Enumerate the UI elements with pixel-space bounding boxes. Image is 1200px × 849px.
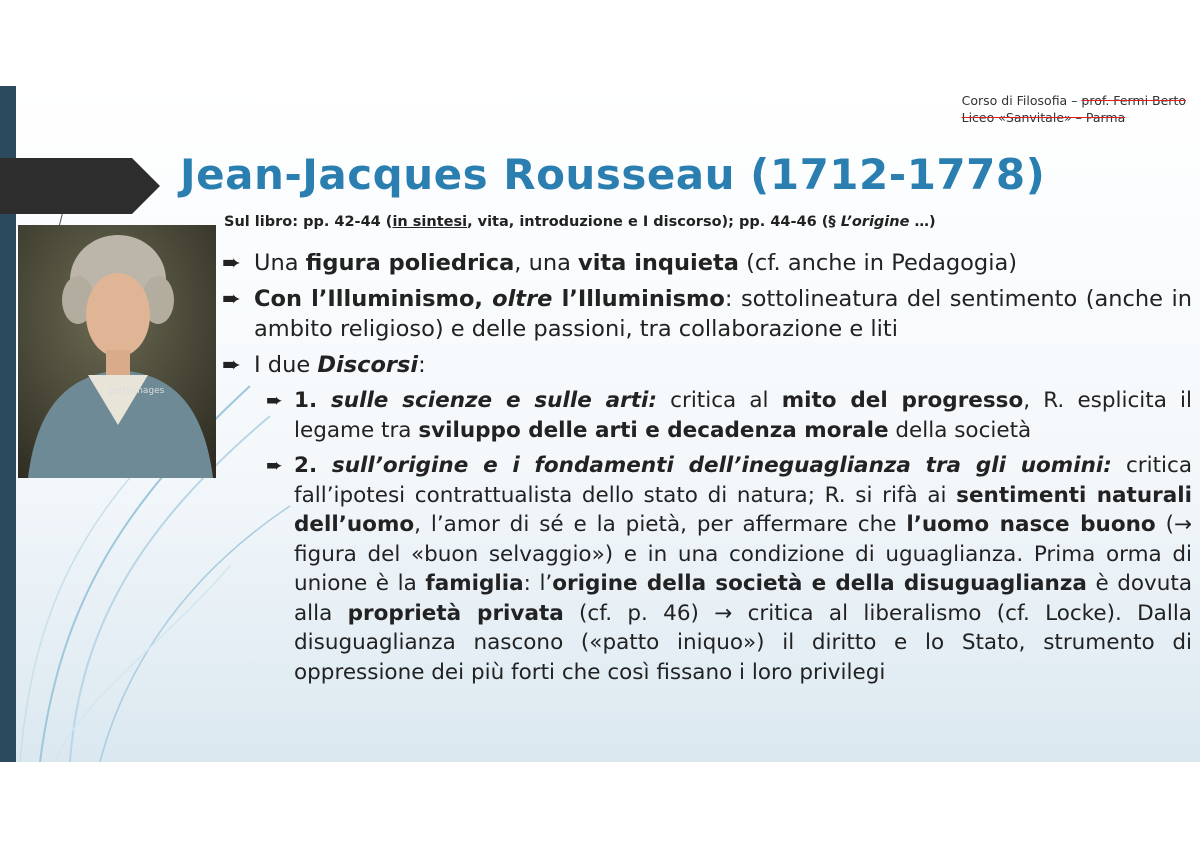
bold-italic-text: sull’origine e i fondamenti dell’ineguaglianza tra gli uomini: — [331, 453, 1112, 478]
ref-text: , vita, introduzione e I discorso); pp. 44-46 (§ — [467, 214, 841, 230]
text: , una — [514, 250, 579, 276]
text: I due — [254, 352, 318, 378]
text: critica fall’ipotesi contrattualista dello stato di natura; R. si rifà ai — [294, 453, 1192, 508]
bold-italic-text: sulle scienze e sulle arti: — [330, 388, 657, 413]
content-body — [222, 248, 1192, 693]
text: (cf. p. 46) — [563, 600, 715, 626]
arrow-bullet-icon: ➨ — [266, 388, 283, 412]
ref-underlined: in sintesi — [392, 214, 468, 230]
bold-text: vita inquieta — [578, 250, 739, 276]
text: ( — [1155, 512, 1174, 537]
rousseau-portrait — [18, 225, 216, 478]
arrow-bullet-icon: ➨ — [266, 453, 283, 477]
text: (cf. anche in Pedagogia) — [738, 250, 1018, 276]
credit-professor: prof. Fermi Berto — [1081, 93, 1186, 108]
portrait-watermark: gettyimages — [108, 386, 165, 396]
bold-text: Con l’Illuminismo, — [254, 286, 493, 312]
credit-school: Liceo «Sanvitale» – Parma — [961, 110, 1126, 125]
right-arrow-icon: → — [714, 600, 733, 626]
text: , R. esplicita il legame tra — [294, 388, 1193, 443]
text: della società — [888, 417, 1032, 443]
credit-course: Corso di Filosofia – — [961, 93, 1082, 108]
text: Una — [254, 250, 306, 276]
bold-text: mito del progresso — [781, 388, 1024, 413]
slide — [0, 86, 1200, 762]
bold-italic-text: Discorsi — [317, 352, 419, 378]
text: : sottolineatura del sentimento (anche in ambito religioso) e delle passioni, tra collaborazione e liti — [254, 286, 1193, 342]
ref-italic: L’origine — [840, 214, 910, 230]
page-title: Jean-Jacques Rousseau (1712-1778) — [180, 150, 1046, 199]
bold-text: famiglia — [425, 571, 524, 596]
bold-text: proprietà privata — [347, 600, 564, 626]
bold-italic-text: oltre — [492, 286, 553, 312]
text: , l’amor di sé e la pietà, per affermare che — [414, 512, 907, 537]
course-credit — [962, 92, 1186, 126]
book-reference — [224, 214, 936, 230]
text: è dovuta alla — [294, 571, 1193, 626]
bold-text: 1. — [294, 388, 331, 413]
bold-text: l’Illuminismo — [552, 286, 725, 312]
bold-text: sentimenti naturali dell’uomo — [294, 482, 1192, 537]
bold-text: l’uomo nasce buono — [906, 512, 1156, 537]
title-arrow-shape — [0, 158, 160, 214]
right-arrow-icon: → — [1173, 512, 1192, 537]
text: critica al — [656, 388, 782, 413]
text: figura del «buon selvaggio») e in una condizione di uguaglianza. Prima orma di unione è la — [294, 541, 1192, 596]
text: critica al liberalismo (cf. Locke). Dalla disuguaglianza nascono («patto iniquo») il diritto e lo Stato, strumento di oppressione dei più forti che così fissano i loro privilegi — [294, 600, 1192, 685]
arrow-bullet-icon: ➨ — [222, 286, 241, 312]
arrow-bullet-icon: ➨ — [222, 250, 241, 276]
bullet-item — [222, 248, 1192, 278]
bold-text: sviluppo delle arti e decadenza morale — [418, 417, 889, 443]
bullet-item — [222, 284, 1192, 344]
bold-text: 2. — [294, 453, 332, 478]
text: : l’ — [523, 571, 553, 596]
sub-bullet-item — [266, 386, 1192, 445]
ref-text: Sul libro: pp. 42-44 ( — [224, 214, 393, 230]
bullet-item — [222, 350, 1192, 380]
ref-text: …) — [909, 214, 936, 230]
bold-text: origine della società e della disuguaglianza — [552, 571, 1087, 596]
text: : — [418, 352, 426, 378]
sub-bullet-item — [266, 451, 1192, 687]
arrow-bullet-icon: ➨ — [222, 352, 241, 378]
bold-text: figura poliedrica — [305, 250, 515, 276]
